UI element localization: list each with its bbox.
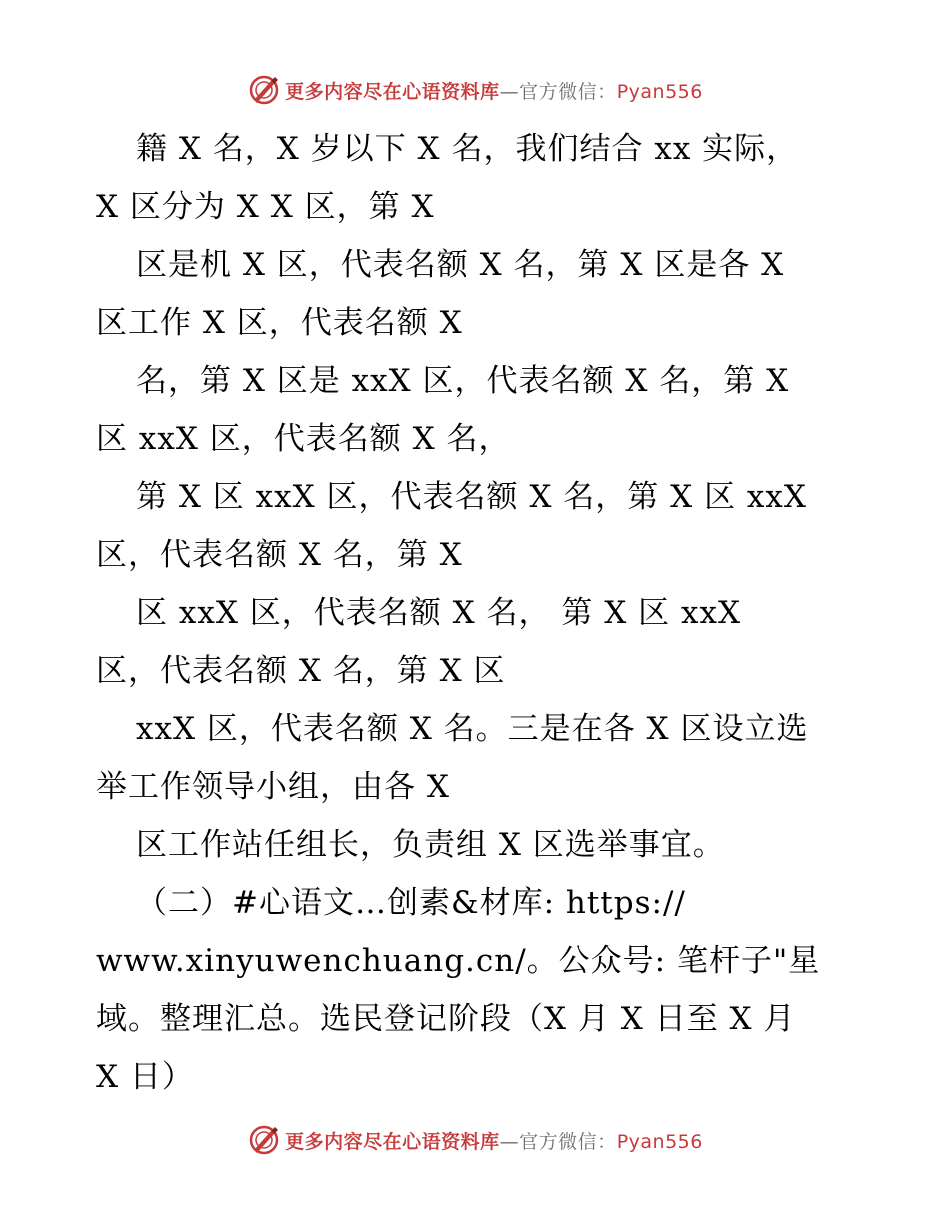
text-line: 区，代表名额 X 名，第 X 区 xyxy=(96,653,506,689)
text-line: 第 X 区 xxX 区，代表名额 X 名，第 X 区 xxX xyxy=(136,479,807,515)
header-title: 更多内容尽在心语资料库 xyxy=(285,80,500,103)
footer-banner xyxy=(0,1120,950,1160)
pen-logo-icon xyxy=(247,73,281,107)
text-line: 举工作领导小组，由各 X xyxy=(96,769,450,805)
document-body xyxy=(96,120,856,1106)
text-line: 区 xxX 区，代表名额 X 名， 第 X 区 xxX xyxy=(136,595,742,631)
footer-title: 更多内容尽在心语资料库 xyxy=(285,1130,500,1153)
footer-wechat-id: Pyan556 xyxy=(616,1130,703,1153)
text-line: （二）#心语文…创素&材库: https:// xyxy=(136,885,686,921)
text-line: 区工作站任组长，负责组 X 区选举事宜。 xyxy=(136,827,725,863)
text-line: 域。整理汇总。选民登记阶段（X 月 X 日至 X 月 xyxy=(96,1001,796,1037)
header-banner-text xyxy=(285,77,703,104)
header-dash: — xyxy=(499,80,520,103)
text-line: X 日） xyxy=(96,1059,194,1095)
header-wechat-label: 官方微信： xyxy=(519,80,617,103)
text-line: 区 xxX 区，代表名额 X 名， xyxy=(96,421,511,457)
text-line: 区是机 X 区，代表名额 X 名，第 X 区是各 X xyxy=(136,247,785,283)
pen-logo-icon xyxy=(247,1123,281,1157)
text-line: xxX 区，代表名额 X 名。三是在各 X 区设立选 xyxy=(136,711,809,747)
header-banner xyxy=(0,70,950,110)
text-line: www.xinyuwenchuang.cn/。公众号: 笔杆子"星 xyxy=(96,943,821,979)
text-line: 籍 X 名，X 岁以下 X 名，我们结合 xx 实际， xyxy=(136,131,799,167)
header-wechat-id: Pyan556 xyxy=(616,80,703,103)
text-line: 区，代表名额 X 名，第 X xyxy=(96,537,463,573)
text-line: 区工作 X 区，代表名额 X xyxy=(96,305,463,341)
text-line: 名，第 X 区是 xxX 区，代表名额 X 名，第 X xyxy=(136,363,790,399)
text-line: X 区分为 X X 区，第 X xyxy=(96,189,435,225)
footer-banner-text xyxy=(285,1127,703,1154)
footer-dash: — xyxy=(499,1130,520,1153)
footer-wechat-label: 官方微信： xyxy=(519,1130,617,1153)
